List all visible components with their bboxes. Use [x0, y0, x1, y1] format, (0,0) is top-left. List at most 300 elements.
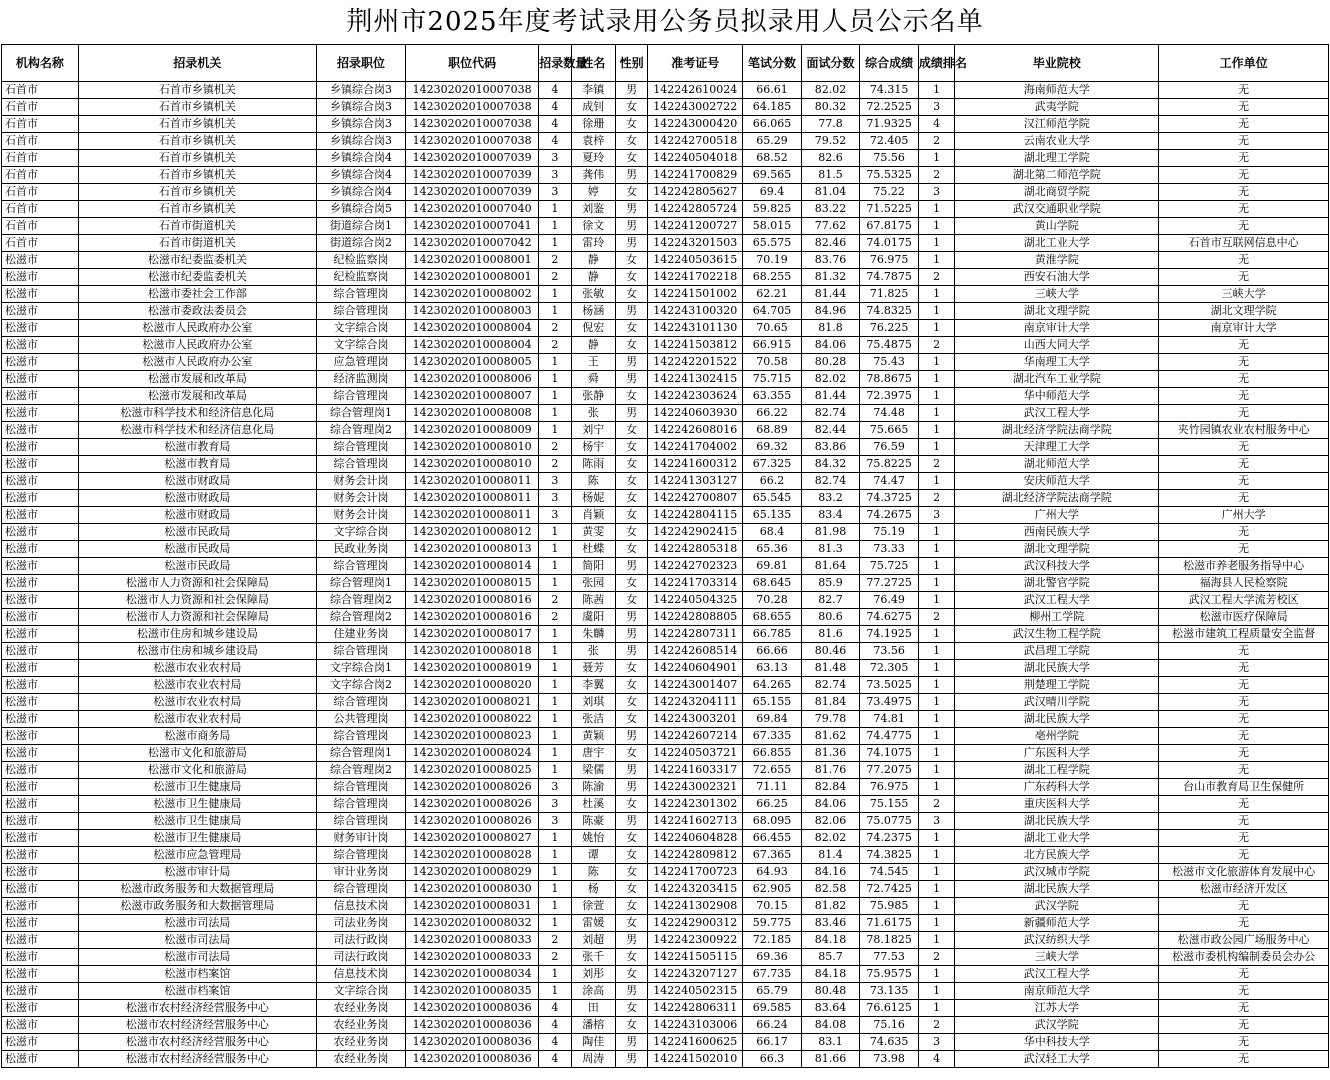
- cell-position-code: 14230202010008004: [405, 337, 538, 354]
- cell-agency: 松滋市住房和城乡建设局: [78, 643, 316, 660]
- cell-total-score: 75.8225: [860, 456, 919, 473]
- cell-position: 司法行政岗: [317, 932, 406, 949]
- cell-school: 广东医科大学: [955, 745, 1159, 762]
- cell-org: 松滋市: [2, 541, 79, 558]
- cell-quota: 1: [539, 201, 571, 218]
- cell-position: 住建业务岗: [317, 626, 406, 643]
- cell-agency: 松滋市财政局: [78, 473, 316, 490]
- cell-position-code: 14230202010008010: [405, 439, 538, 456]
- cell-gender: 女: [615, 439, 647, 456]
- cell-org: 石首市: [2, 201, 79, 218]
- cell-rank: 1: [918, 728, 954, 745]
- cell-position: 街道综合岗2: [317, 235, 406, 252]
- cell-workplace: 无: [1159, 1034, 1329, 1051]
- table-row: [2, 541, 1329, 558]
- cell-interview-score: 85.9: [801, 575, 860, 592]
- cell-written-score: 68.52: [743, 150, 802, 167]
- cell-written-score: 66.915: [743, 337, 802, 354]
- cell-org: 石首市: [2, 184, 79, 201]
- cell-agency: 松滋市农业农村局: [78, 660, 316, 677]
- cell-agency: 松滋市农业农村局: [78, 711, 316, 728]
- cell-position: 财务会计岗: [317, 507, 406, 524]
- cell-org: 松滋市: [2, 473, 79, 490]
- cell-exam-id: 142242607214: [648, 728, 743, 745]
- cell-exam-id: 142242300922: [648, 932, 743, 949]
- cell-interview-score: 81.04: [801, 184, 860, 201]
- cell-school: 武夷学院: [955, 99, 1159, 116]
- cell-workplace: 无: [1159, 371, 1329, 388]
- cell-org: 松滋市: [2, 609, 79, 626]
- cell-name: 肖颖: [571, 507, 615, 524]
- cell-school: 西南民族大学: [955, 524, 1159, 541]
- cell-exam-id: 142240504325: [648, 592, 743, 609]
- cell-agency: 松滋市档案馆: [78, 983, 316, 1000]
- cell-position: 综合管理岗: [317, 779, 406, 796]
- cell-quota: 1: [539, 286, 571, 303]
- header-total-score: 综合成绩: [860, 45, 919, 82]
- cell-quota: 1: [539, 864, 571, 881]
- cell-school: 武汉晴川学院: [955, 694, 1159, 711]
- cell-agency: 松滋市政务服务和大数据管理局: [78, 881, 316, 898]
- cell-exam-id: 142243103006: [648, 1017, 743, 1034]
- cell-total-score: 74.3825: [860, 847, 919, 864]
- cell-exam-id: 142241200727: [648, 218, 743, 235]
- cell-position: 应急管理岗: [317, 354, 406, 371]
- cell-workplace: 无: [1159, 82, 1329, 99]
- table-row: [2, 966, 1329, 983]
- cell-agency: 石首市乡镇机关: [78, 150, 316, 167]
- cell-rank: 1: [918, 422, 954, 439]
- cell-exam-id: 142240502315: [648, 983, 743, 1000]
- cell-exam-id: 142241503812: [648, 337, 743, 354]
- cell-interview-score: 80.28: [801, 354, 860, 371]
- cell-rank: 2: [918, 269, 954, 286]
- table-row: [2, 524, 1329, 541]
- cell-quota: 4: [539, 133, 571, 150]
- cell-interview-score: 83.1: [801, 1034, 860, 1051]
- cell-org: 松滋市: [2, 1017, 79, 1034]
- cell-exam-id: 142242702323: [648, 558, 743, 575]
- cell-interview-score: 82.44: [801, 422, 860, 439]
- cell-interview-score: 81.48: [801, 660, 860, 677]
- cell-gender: 女: [615, 337, 647, 354]
- cell-total-score: 74.7875: [860, 269, 919, 286]
- table-row: [2, 1000, 1329, 1017]
- cell-rank: 3: [918, 99, 954, 116]
- cell-total-score: 78.1825: [860, 932, 919, 949]
- cell-rank: 1: [918, 643, 954, 660]
- cell-workplace: 湖北文理学院: [1159, 303, 1329, 320]
- cell-workplace: 无: [1159, 269, 1329, 286]
- cell-agency: 石首市乡镇机关: [78, 99, 316, 116]
- cell-agency: 松滋市应急管理局: [78, 847, 316, 864]
- cell-position: 综合管理岗: [317, 643, 406, 660]
- cell-school: 南京师范大学: [955, 983, 1159, 1000]
- cell-org: 松滋市: [2, 371, 79, 388]
- cell-quota: 1: [539, 966, 571, 983]
- cell-written-score: 62.21: [743, 286, 802, 303]
- cell-total-score: 75.5325: [860, 167, 919, 184]
- header-school: 毕业院校: [955, 45, 1159, 82]
- cell-agency: 松滋市财政局: [78, 490, 316, 507]
- cell-position: 财务会计岗: [317, 473, 406, 490]
- header-rank: 成绩排名: [918, 45, 954, 82]
- cell-school: 湖北理工学院: [955, 150, 1159, 167]
- cell-interview-score: 85.7: [801, 949, 860, 966]
- cell-org: 石首市: [2, 99, 79, 116]
- table-row: [2, 932, 1329, 949]
- cell-name: 陈茜: [571, 592, 615, 609]
- cell-exam-id: 142242608016: [648, 422, 743, 439]
- cell-gender: 男: [615, 303, 647, 320]
- cell-name: 杨宇: [571, 439, 615, 456]
- cell-name: 杨妮: [571, 490, 615, 507]
- cell-position: 综合管理岗: [317, 558, 406, 575]
- cell-org: 松滋市: [2, 677, 79, 694]
- cell-position-code: 14230202010008029: [405, 864, 538, 881]
- cell-interview-score: 82.74: [801, 405, 860, 422]
- table-row: [2, 592, 1329, 609]
- cell-gender: 女: [615, 592, 647, 609]
- cell-school: 武汉工程大学: [955, 405, 1159, 422]
- cell-rank: 1: [918, 983, 954, 1000]
- cell-agency: 松滋市档案馆: [78, 966, 316, 983]
- cell-written-score: 64.93: [743, 864, 802, 881]
- cell-written-score: 64.265: [743, 677, 802, 694]
- cell-exam-id: 142242301302: [648, 796, 743, 813]
- cell-exam-id: 142243101130: [648, 320, 743, 337]
- table-row: [2, 558, 1329, 575]
- header-position-code: 职位代码: [405, 45, 538, 82]
- header-row: [2, 45, 1329, 82]
- cell-interview-score: 81.3: [801, 541, 860, 558]
- cell-gender: 女: [615, 830, 647, 847]
- cell-position: 文字综合岗: [317, 320, 406, 337]
- cell-total-score: 72.305: [860, 660, 919, 677]
- cell-workplace: 松滋市养老服务指导中心: [1159, 558, 1329, 575]
- cell-position: 综合管理岗: [317, 286, 406, 303]
- cell-agency: 石首市乡镇机关: [78, 133, 316, 150]
- cell-gender: 女: [615, 677, 647, 694]
- cell-agency: 石首市乡镇机关: [78, 201, 316, 218]
- cell-workplace: 无: [1159, 1000, 1329, 1017]
- cell-name: 舜: [571, 371, 615, 388]
- cell-position-code: 14230202010007039: [405, 167, 538, 184]
- table-row: [2, 507, 1329, 524]
- cell-workplace: 无: [1159, 898, 1329, 915]
- cell-position-code: 14230202010008011: [405, 490, 538, 507]
- cell-workplace: 福海县人民检察院: [1159, 575, 1329, 592]
- table-row: [2, 813, 1329, 830]
- table-row: [2, 473, 1329, 490]
- cell-gender: 男: [615, 609, 647, 626]
- cell-school: 南京审计大学: [955, 320, 1159, 337]
- cell-position: 综合管理岗: [317, 694, 406, 711]
- cell-school: 重庆医科大学: [955, 796, 1159, 813]
- cell-org: 松滋市: [2, 456, 79, 473]
- cell-school: 三峡大学: [955, 949, 1159, 966]
- cell-name: 黄雯: [571, 524, 615, 541]
- cell-quota: 4: [539, 82, 571, 99]
- cell-position-code: 14230202010008015: [405, 575, 538, 592]
- cell-exam-id: 142243201503: [648, 235, 743, 252]
- cell-position: 综合管理岗: [317, 847, 406, 864]
- cell-school: 新疆师范大学: [955, 915, 1159, 932]
- table-row: [2, 762, 1329, 779]
- cell-interview-score: 84.96: [801, 303, 860, 320]
- cell-exam-id: 142243204111: [648, 694, 743, 711]
- cell-position: 综合管理岗2: [317, 762, 406, 779]
- cell-position: 综合管理岗: [317, 728, 406, 745]
- cell-name: 李镇: [571, 82, 615, 99]
- cell-school: 武汉科技大学: [955, 558, 1159, 575]
- cell-total-score: 72.3975: [860, 388, 919, 405]
- cell-school: 天津理工大学: [955, 439, 1159, 456]
- table-row: [2, 830, 1329, 847]
- cell-interview-score: 81.5: [801, 167, 860, 184]
- cell-written-score: 59.825: [743, 201, 802, 218]
- cell-org: 松滋市: [2, 864, 79, 881]
- cell-quota: 2: [539, 252, 571, 269]
- cell-total-score: 76.49: [860, 592, 919, 609]
- cell-school: 武汉纺织大学: [955, 932, 1159, 949]
- cell-position-code: 14230202010008004: [405, 320, 538, 337]
- cell-written-score: 66.22: [743, 405, 802, 422]
- cell-position: 综合管理岗: [317, 439, 406, 456]
- table-row: [2, 677, 1329, 694]
- cell-name: 李翼: [571, 677, 615, 694]
- cell-workplace: 无: [1159, 643, 1329, 660]
- cell-quota: 1: [539, 422, 571, 439]
- cell-rank: 1: [918, 558, 954, 575]
- table-row: [2, 252, 1329, 269]
- cell-school: 湖北民族大学: [955, 881, 1159, 898]
- table-row: [2, 915, 1329, 932]
- cell-written-score: 75.715: [743, 371, 802, 388]
- cell-written-score: 68.89: [743, 422, 802, 439]
- cell-total-score: 71.9325: [860, 116, 919, 133]
- cell-name: 杨: [571, 881, 615, 898]
- cell-name: 杨涵: [571, 303, 615, 320]
- cell-rank: 1: [918, 915, 954, 932]
- cell-school: 三峡大学: [955, 286, 1159, 303]
- cell-total-score: 76.6125: [860, 1000, 919, 1017]
- table-row: [2, 82, 1329, 99]
- cell-workplace: 无: [1159, 830, 1329, 847]
- cell-school: 武汉交通职业学院: [955, 201, 1159, 218]
- table-row: [2, 456, 1329, 473]
- cell-position: 乡镇综合岗4: [317, 167, 406, 184]
- cell-org: 松滋市: [2, 949, 79, 966]
- cell-workplace: 松滋市委机构编制委员会办公: [1159, 949, 1329, 966]
- cell-total-score: 74.81: [860, 711, 919, 728]
- cell-written-score: 66.455: [743, 830, 802, 847]
- cell-total-score: 75.0775: [860, 813, 919, 830]
- cell-agency: 松滋市审计局: [78, 864, 316, 881]
- cell-interview-score: 81.44: [801, 388, 860, 405]
- cell-gender: 男: [615, 1051, 647, 1068]
- cell-position: 纪检监察岗: [317, 269, 406, 286]
- cell-total-score: 74.635: [860, 1034, 919, 1051]
- cell-name: 陈: [571, 473, 615, 490]
- cell-position-code: 14230202010008011: [405, 507, 538, 524]
- cell-workplace: 武汉工程大学流芳校区: [1159, 592, 1329, 609]
- cell-position-code: 14230202010008006: [405, 371, 538, 388]
- cell-school: 湖北警官学院: [955, 575, 1159, 592]
- cell-position-code: 14230202010008001: [405, 269, 538, 286]
- cell-quota: 3: [539, 779, 571, 796]
- cell-gender: 女: [615, 252, 647, 269]
- table-row: [2, 745, 1329, 762]
- cell-gender: 男: [615, 218, 647, 235]
- table-row: [2, 490, 1329, 507]
- cell-quota: 3: [539, 473, 571, 490]
- table-row: [2, 694, 1329, 711]
- cell-name: 王: [571, 354, 615, 371]
- cell-school: 华中师范大学: [955, 388, 1159, 405]
- cell-total-score: 73.98: [860, 1051, 919, 1068]
- cell-interview-score: 83.4: [801, 507, 860, 524]
- cell-position: 乡镇综合岗3: [317, 133, 406, 150]
- cell-org: 松滋市: [2, 1000, 79, 1017]
- cell-quota: 3: [539, 813, 571, 830]
- table-row: [2, 388, 1329, 405]
- cell-name: 陶佳: [571, 1034, 615, 1051]
- cell-school: 湖北经济学院法商学院: [955, 490, 1159, 507]
- cell-quota: 1: [539, 983, 571, 1000]
- cell-position-code: 14230202010007038: [405, 116, 538, 133]
- cell-name: 黄颖: [571, 728, 615, 745]
- header-workplace: 工作单位: [1159, 45, 1329, 82]
- cell-gender: 女: [615, 116, 647, 133]
- cell-rank: 1: [918, 660, 954, 677]
- cell-school: 湖北文理学院: [955, 541, 1159, 558]
- cell-workplace: 无: [1159, 354, 1329, 371]
- header-quota: 招录数量: [539, 45, 571, 82]
- cell-school: 广东药科大学: [955, 779, 1159, 796]
- cell-exam-id: 142240604901: [648, 660, 743, 677]
- cell-org: 松滋市: [2, 966, 79, 983]
- cell-position-code: 14230202010008033: [405, 949, 538, 966]
- cell-interview-score: 81.4: [801, 847, 860, 864]
- cell-org: 松滋市: [2, 626, 79, 643]
- table-row: [2, 983, 1329, 1000]
- cell-quota: 1: [539, 643, 571, 660]
- table-row: [2, 184, 1329, 201]
- cell-org: 松滋市: [2, 762, 79, 779]
- cell-position: 审计业务岗: [317, 864, 406, 881]
- cell-workplace: 无: [1159, 524, 1329, 541]
- cell-agency: 松滋市司法局: [78, 915, 316, 932]
- cell-workplace: 无: [1159, 218, 1329, 235]
- cell-exam-id: 142242608514: [648, 643, 743, 660]
- cell-quota: 1: [539, 626, 571, 643]
- table-row: [2, 1017, 1329, 1034]
- header-position: 招录职位: [317, 45, 406, 82]
- cell-org: 松滋市: [2, 881, 79, 898]
- cell-workplace: 松滋市文化旅游体育发展中心: [1159, 864, 1329, 881]
- cell-name: 梁儒: [571, 762, 615, 779]
- cell-workplace: 无: [1159, 1017, 1329, 1034]
- cell-agency: 松滋市政务服务和大数据管理局: [78, 898, 316, 915]
- cell-quota: 1: [539, 660, 571, 677]
- cell-agency: 松滋市卫生健康局: [78, 779, 316, 796]
- cell-written-score: 69.81: [743, 558, 802, 575]
- cell-written-score: 66.17: [743, 1034, 802, 1051]
- cell-total-score: 75.19: [860, 524, 919, 541]
- cell-name: 朱麟: [571, 626, 615, 643]
- cell-gender: 男: [615, 626, 647, 643]
- cell-org: 松滋市: [2, 728, 79, 745]
- cell-exam-id: 142243207127: [648, 966, 743, 983]
- cell-rank: 2: [918, 490, 954, 507]
- table-row: [2, 167, 1329, 184]
- cell-position: 民政业务岗: [317, 541, 406, 558]
- cell-position: 农经业务岗: [317, 1017, 406, 1034]
- cell-agency: 松滋市人力资源和社会保障局: [78, 575, 316, 592]
- cell-gender: 男: [615, 558, 647, 575]
- cell-rank: 2: [918, 796, 954, 813]
- cell-org: 松滋市: [2, 439, 79, 456]
- cell-agency: 松滋市人力资源和社会保障局: [78, 609, 316, 626]
- cell-written-score: 62.905: [743, 881, 802, 898]
- cell-org: 松滋市: [2, 711, 79, 728]
- cell-position-code: 14230202010008007: [405, 388, 538, 405]
- cell-agency: 松滋市农村经济经营服务中心: [78, 1000, 316, 1017]
- cell-gender: 女: [615, 456, 647, 473]
- table-row: [2, 99, 1329, 116]
- cell-gender: 女: [615, 133, 647, 150]
- cell-agency: 松滋市民政局: [78, 558, 316, 575]
- cell-workplace: 无: [1159, 711, 1329, 728]
- cell-position-code: 14230202010008003: [405, 303, 538, 320]
- cell-position-code: 14230202010008033: [405, 932, 538, 949]
- cell-rank: 1: [918, 201, 954, 218]
- cell-written-score: 69.4: [743, 184, 802, 201]
- cell-agency: 松滋市委社会工作部: [78, 286, 316, 303]
- cell-gender: 女: [615, 541, 647, 558]
- cell-name: 涂高: [571, 983, 615, 1000]
- table-row: [2, 286, 1329, 303]
- cell-written-score: 65.575: [743, 235, 802, 252]
- cell-school: 武汉学院: [955, 1017, 1159, 1034]
- cell-agency: 松滋市科学技术和经济信息化局: [78, 422, 316, 439]
- cell-position: 综合管理岗2: [317, 609, 406, 626]
- cell-name: 张静: [571, 388, 615, 405]
- cell-exam-id: 142240504018: [648, 150, 743, 167]
- cell-exam-id: 142242804115: [648, 507, 743, 524]
- cell-position: 乡镇综合岗4: [317, 184, 406, 201]
- cell-rank: 1: [918, 745, 954, 762]
- cell-interview-score: 77.8: [801, 116, 860, 133]
- cell-interview-score: 82.02: [801, 830, 860, 847]
- cell-name: 田: [571, 1000, 615, 1017]
- cell-workplace: 松滋市经济开发区: [1159, 881, 1329, 898]
- cell-org: 松滋市: [2, 558, 79, 575]
- table-row: [2, 626, 1329, 643]
- cell-interview-score: 77.62: [801, 218, 860, 235]
- cell-written-score: 67.335: [743, 728, 802, 745]
- cell-org: 松滋市: [2, 898, 79, 915]
- cell-total-score: 73.4975: [860, 694, 919, 711]
- cell-written-score: 66.855: [743, 745, 802, 762]
- cell-exam-id: 142242805627: [648, 184, 743, 201]
- cell-interview-score: 81.8: [801, 320, 860, 337]
- cell-position: 文字综合岗1: [317, 660, 406, 677]
- cell-name: 雷玲: [571, 235, 615, 252]
- cell-gender: 男: [615, 728, 647, 745]
- cell-name: 徐文: [571, 218, 615, 235]
